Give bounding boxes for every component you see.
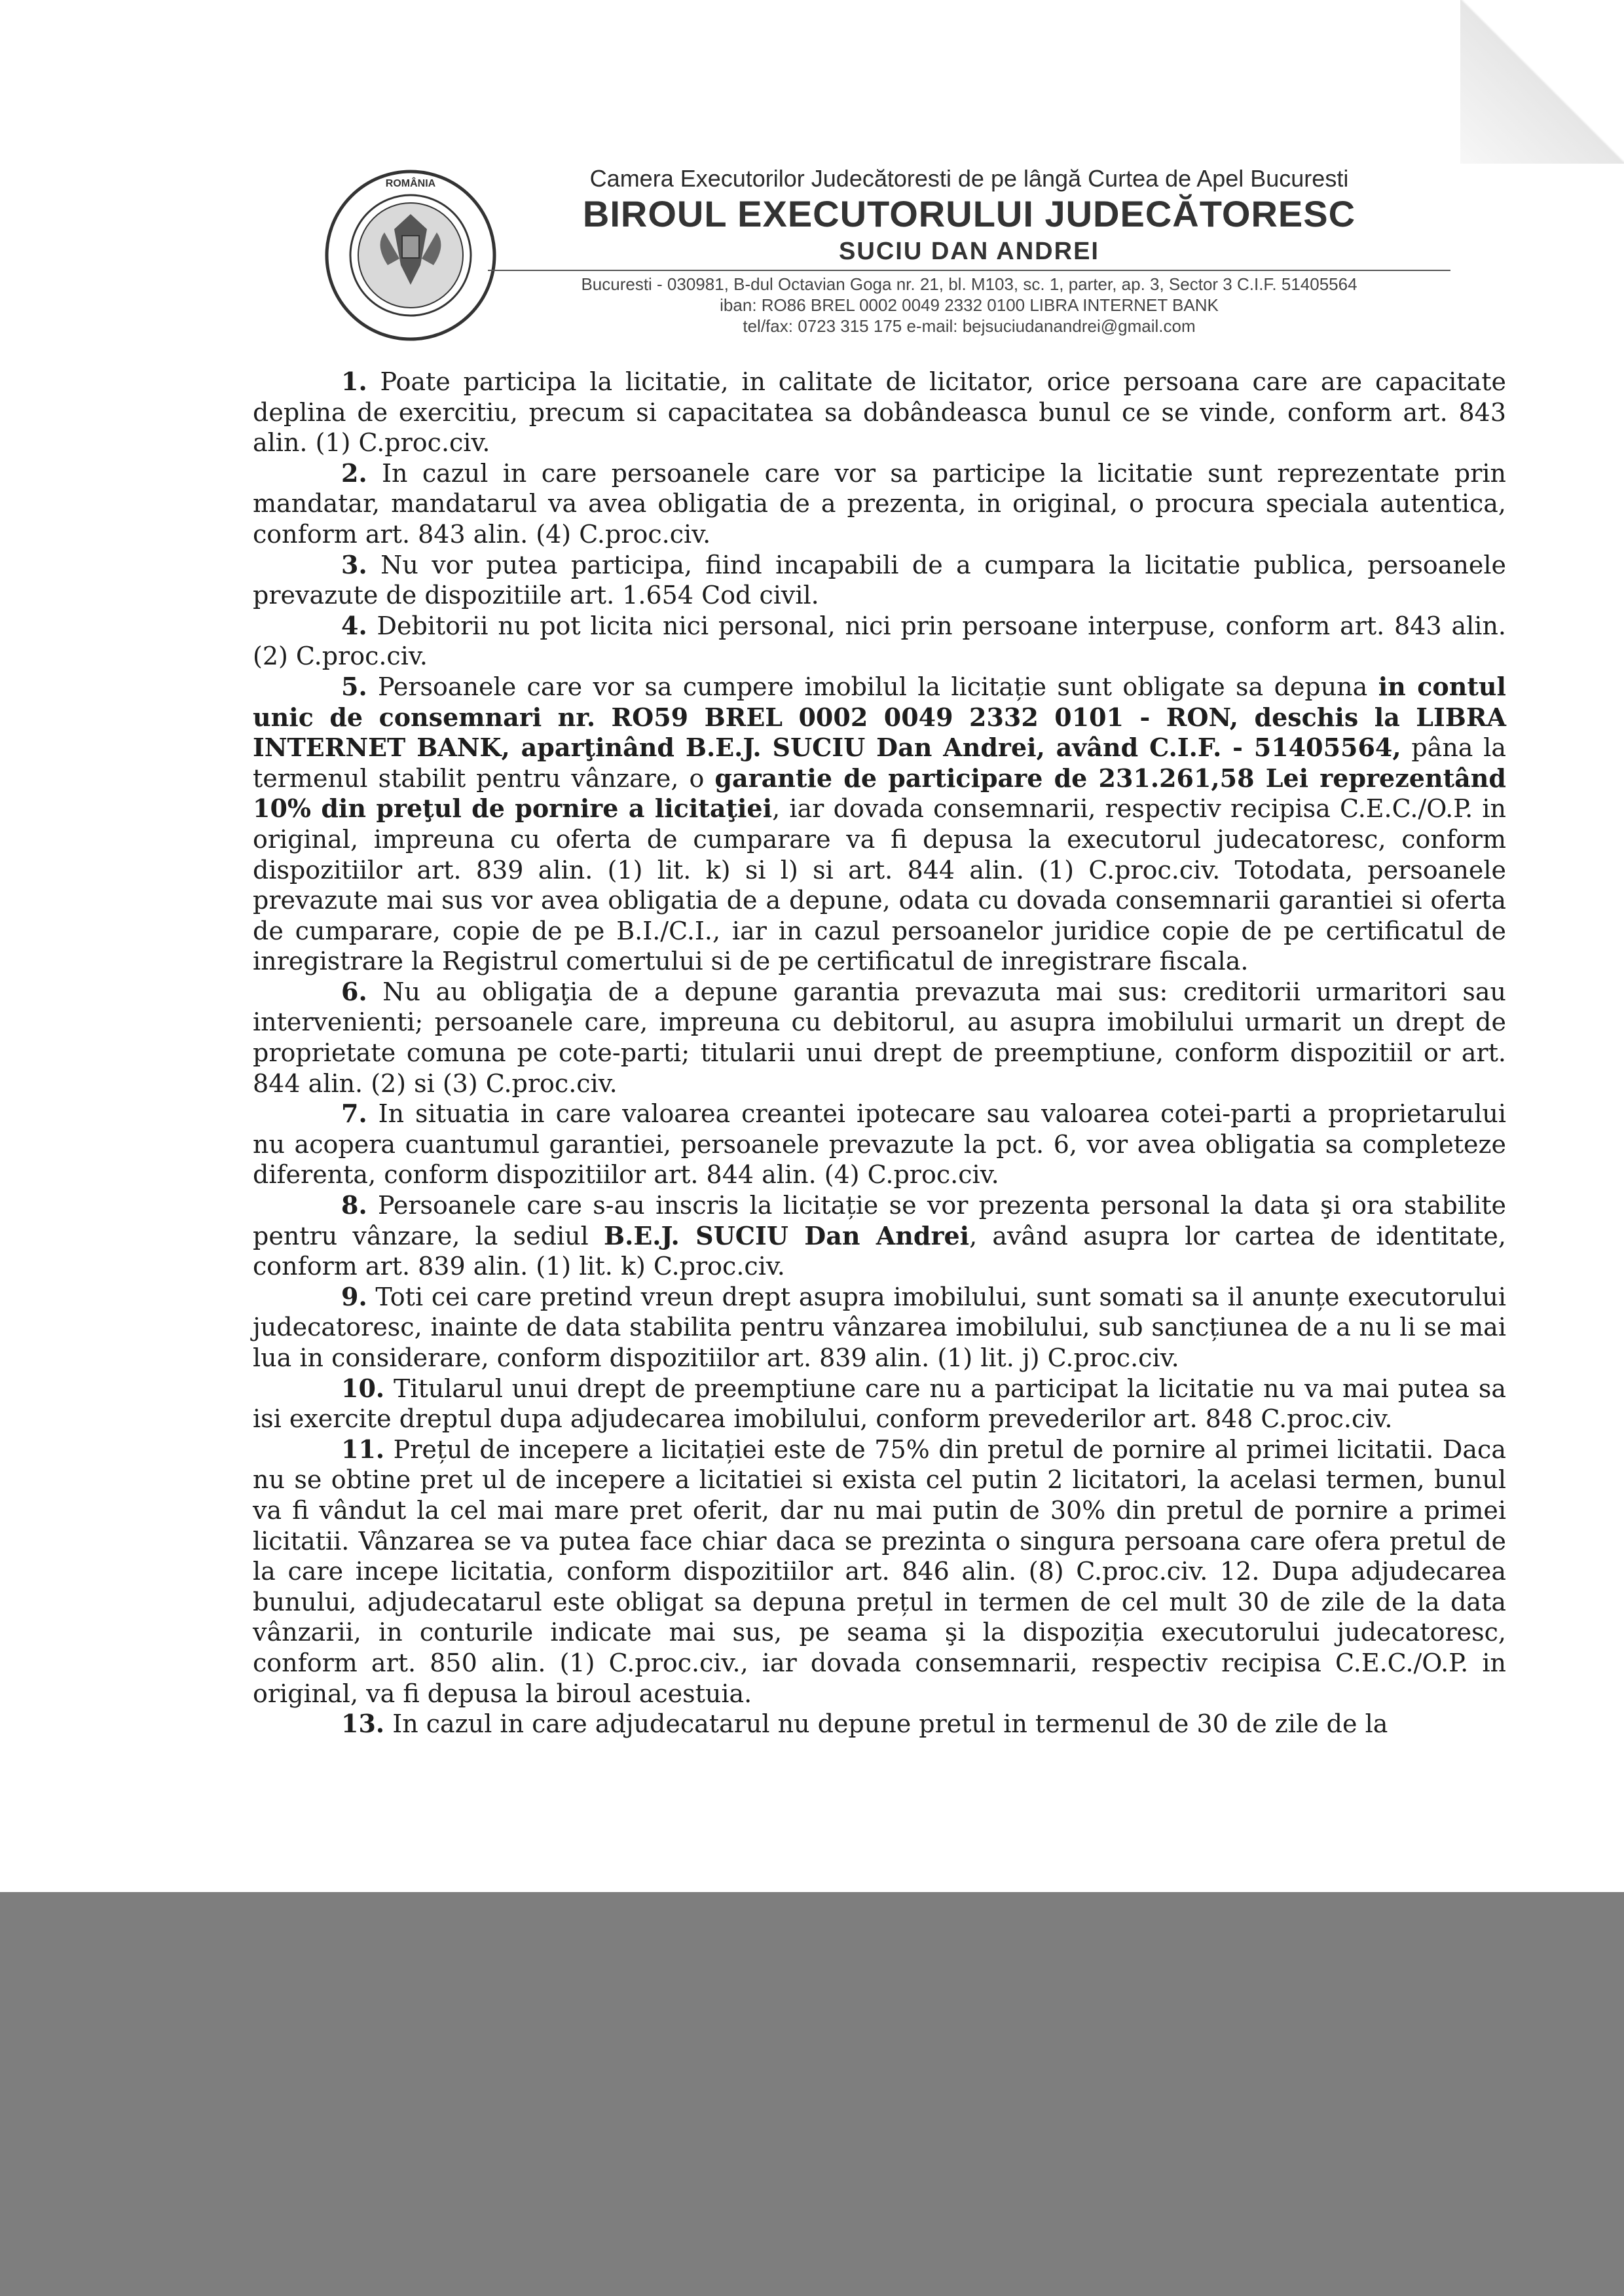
paragraph-4 — [253, 611, 1506, 672]
paragraph-8 — [253, 1190, 1506, 1282]
header-divider — [488, 270, 1450, 271]
paragraph-7 — [253, 1099, 1506, 1190]
paragraph-number: 11. — [341, 1434, 385, 1464]
paragraph-1 — [253, 367, 1506, 458]
paragraph-text: , având asupra lor cartea de identitate, conform art. 839 alin. (1) lit. k) C.proc.civ. — [253, 1221, 1507, 1281]
paragraph-9 — [253, 1282, 1506, 1374]
paragraph-text: Toti cei care pretind vreun drept asupra imobilului, sunt somati sa il anunțe executorului judecatoresc, inainte de data stabilita pentru vânzarea imobilului, sub sancțiunea de a nu li se mai lua in considerare, conform dispozitiilor art. 839 alin. (1) lit. j) C.proc.civ. — [253, 1282, 1506, 1372]
paragraph-number: 8. — [341, 1190, 367, 1220]
paragraph-number: 10. — [341, 1373, 385, 1403]
office-contact: tel/fax: 0723 315 175 e-mail: bejsuciudanandrei@gmail.com — [743, 316, 1196, 336]
paragraph-number: 3. — [341, 549, 367, 579]
paragraph-number: 7. — [341, 1099, 367, 1129]
paragraph-number: 1. — [341, 367, 367, 396]
chamber-name: Camera Executorilor Judecătoresti de pe lângă Curtea de Apel Bucuresti — [589, 165, 1349, 192]
guarantee-amount-text: garantie de participare de 231.261,58 Lei reprezentând 10% din preţul de pornire a licitaţiei — [253, 763, 1506, 824]
document-body — [253, 367, 1506, 1740]
paragraph-text: Persoanele care s-au inscris la licitație se vor prezenta personal la data şi ora stabilite pentru vânzare, la sediul — [253, 1191, 1506, 1250]
paragraph-10 — [253, 1374, 1506, 1434]
paragraph-text: In situatia in care valoarea creantei ipotecare sau valoarea cotei-parti a proprietarului nu acopera cuantumul garantiei, persoanele prevazute la pct. 6, vor avea obligatia sa completeze diferenta, conform dispozitiilor art. 844 alin. (4) C.proc.civ. — [253, 1099, 1506, 1190]
paragraph-6 — [253, 977, 1506, 1099]
paragraph-text: Titularul unui drept de preemptiune care nu a participat la licitatie nu va mai putea sa isi exercite dreptul dupa adjudecarea imobilului, conform prevederilor art. 848 C.proc.civ. — [253, 1374, 1506, 1434]
paragraph-number: 5. — [341, 671, 367, 701]
scan-gray-band — [0, 1892, 1624, 2296]
paragraph-13 — [253, 1709, 1506, 1740]
paragraph-text: Debitorii nu pot licita nici personal, nici prin persoane interpuse, conform art. 843 alin. (2) C.proc.civ. — [253, 611, 1506, 671]
paragraph-text: pâna la termenul stabilit pentru vânzare, o — [253, 733, 1507, 793]
paragraph-number: 9. — [341, 1281, 367, 1311]
paragraph-text: Persoanele care vor sa cumpere imobilul la licitație sunt obligate sa depuna — [367, 672, 1378, 701]
paragraph-number: 13. — [341, 1709, 385, 1739]
office-title: BIROUL EXECUTORULUI JUDECĂTORESC — [582, 193, 1356, 234]
office-name-text: B.E.J. SUCIU Dan Andrei — [603, 1220, 970, 1250]
paragraph-text: , iar dovada consemnarii, respectiv recipisa C.E.C./O.P. in original, impreuna cu oferta de cumparare va fi depusa la executorul judecatoresc, conform dispozitiilor art. 839 alin. (1) lit. k) si l) si art. 844 alin. (1) C.proc.civ. Totodata, persoanele prevazute mai sus vor avea obligatia de a depune, odata cu dovada consemnarii garantiei si oferta de cumparare, copie de pe B.I./C.I., iar in cazul persoanelor juridice copie de pe certificatul de inregistrare la Registrul comertului si de pe certificatul de inregistrare fiscala. — [253, 794, 1507, 976]
paragraph-5 — [253, 672, 1506, 977]
executor-name: SUCIU DAN ANDREI — [839, 238, 1099, 265]
letterhead — [488, 164, 1450, 337]
seal-top-text: ROMÂNIA — [385, 178, 436, 189]
office-iban: iban: RO86 BREL 0002 0049 2332 0100 LIBRA INTERNET BANK — [720, 295, 1219, 315]
paragraph-text: In cazul in care persoanele care vor sa participe la licitatie sunt reprezentate prin mandatar, mandatarul va avea obligatia de a prezenta, in original, o procura speciala autentica, conform art. 843 alin. (4) C.proc.civ. — [253, 458, 1506, 549]
paragraph-number: 2. — [341, 458, 367, 488]
paragraph-text: Prețul de incepere a licitației este de 75% din pretul de pornire al primei licitatii. Daca nu se obtine pret ul de incepere a licitatiei si exista cel putin 2 licitatori, la acelasi termen, bunul va fi vândut la cel mai mare pret oferit, dar nu mai putin de 30% din pretul de pornire a primei licitatii. Vânzarea se va putea face chiar daca se prezinta o singura persoana care ofera pretul de la care incepe licitatia, conform dispozitiilor art. 846 alin. (8) C.proc.civ. 12. Dupa adjudecarea bunului, adjudecatarul este obligat sa depuna prețul in termen de cel mult 30 de zile de la data vânzarii, in conturile indicate mai sus, pe seama şi la dispoziția executorului judecatoresc, conform art. 850 alin. (1) C.proc.civ., iar dovada consemnarii, respectiv recipisa C.E.C./O.P. in original, va fi depusa la biroul acestuia. — [253, 1434, 1506, 1708]
page-corner-fold — [1460, 0, 1624, 164]
paragraph-11 — [253, 1434, 1506, 1709]
paragraph-text: In cazul in care adjudecatarul nu depune pretul in termenul de 30 de zile de la — [384, 1709, 1388, 1739]
paragraph-number: 6. — [341, 976, 367, 1006]
paragraph-text: Nu vor putea participa, fiind incapabili de a cumpara la licitatie publica, persoanele prevazute de dispozitiile art. 1.654 Cod civil. — [253, 550, 1506, 610]
paragraph-text: Poate participa la licitatie, in calitate de licitator, orice persoana care are capacitate deplina de exercitiu, precum si capacitatea sa dobândeasca bunul ce se vinde, conform art. 843 alin. (1) C.proc.civ. — [253, 367, 1506, 458]
office-address: Bucuresti - 030981, B-dul Octavian Goga nr. 21, bl. M103, sc. 1, parter, ap. 3, Sector 3 C.I.F. 51405564 — [581, 274, 1357, 294]
paragraph-2 — [253, 458, 1506, 550]
bank-account-text: in contul unic de consemnari nr. RO59 BREL 0002 0049 2332 0101 - RON, deschis la LIBRA INTERNET BANK, aparţinând B.E.J. SUCIU Dan Andrei, având C.I.F. - 51405564, — [253, 671, 1506, 763]
paragraph-3 — [253, 550, 1506, 611]
paragraph-text: Nu au obligaţia de a depune garantia prevazuta mai sus: creditorii urmaritori sau intervenienti; persoanele care, impreuna cu debitorul, au asupra imobilului urmarit un drept de proprietate comuna pe cote-parti; titularii unui drept de preemptiune, conform dispozitiil or art. 844 alin. (2) si (3) C.proc.civ. — [253, 977, 1506, 1098]
paragraph-number: 4. — [341, 610, 367, 640]
seal-logo — [322, 167, 499, 344]
